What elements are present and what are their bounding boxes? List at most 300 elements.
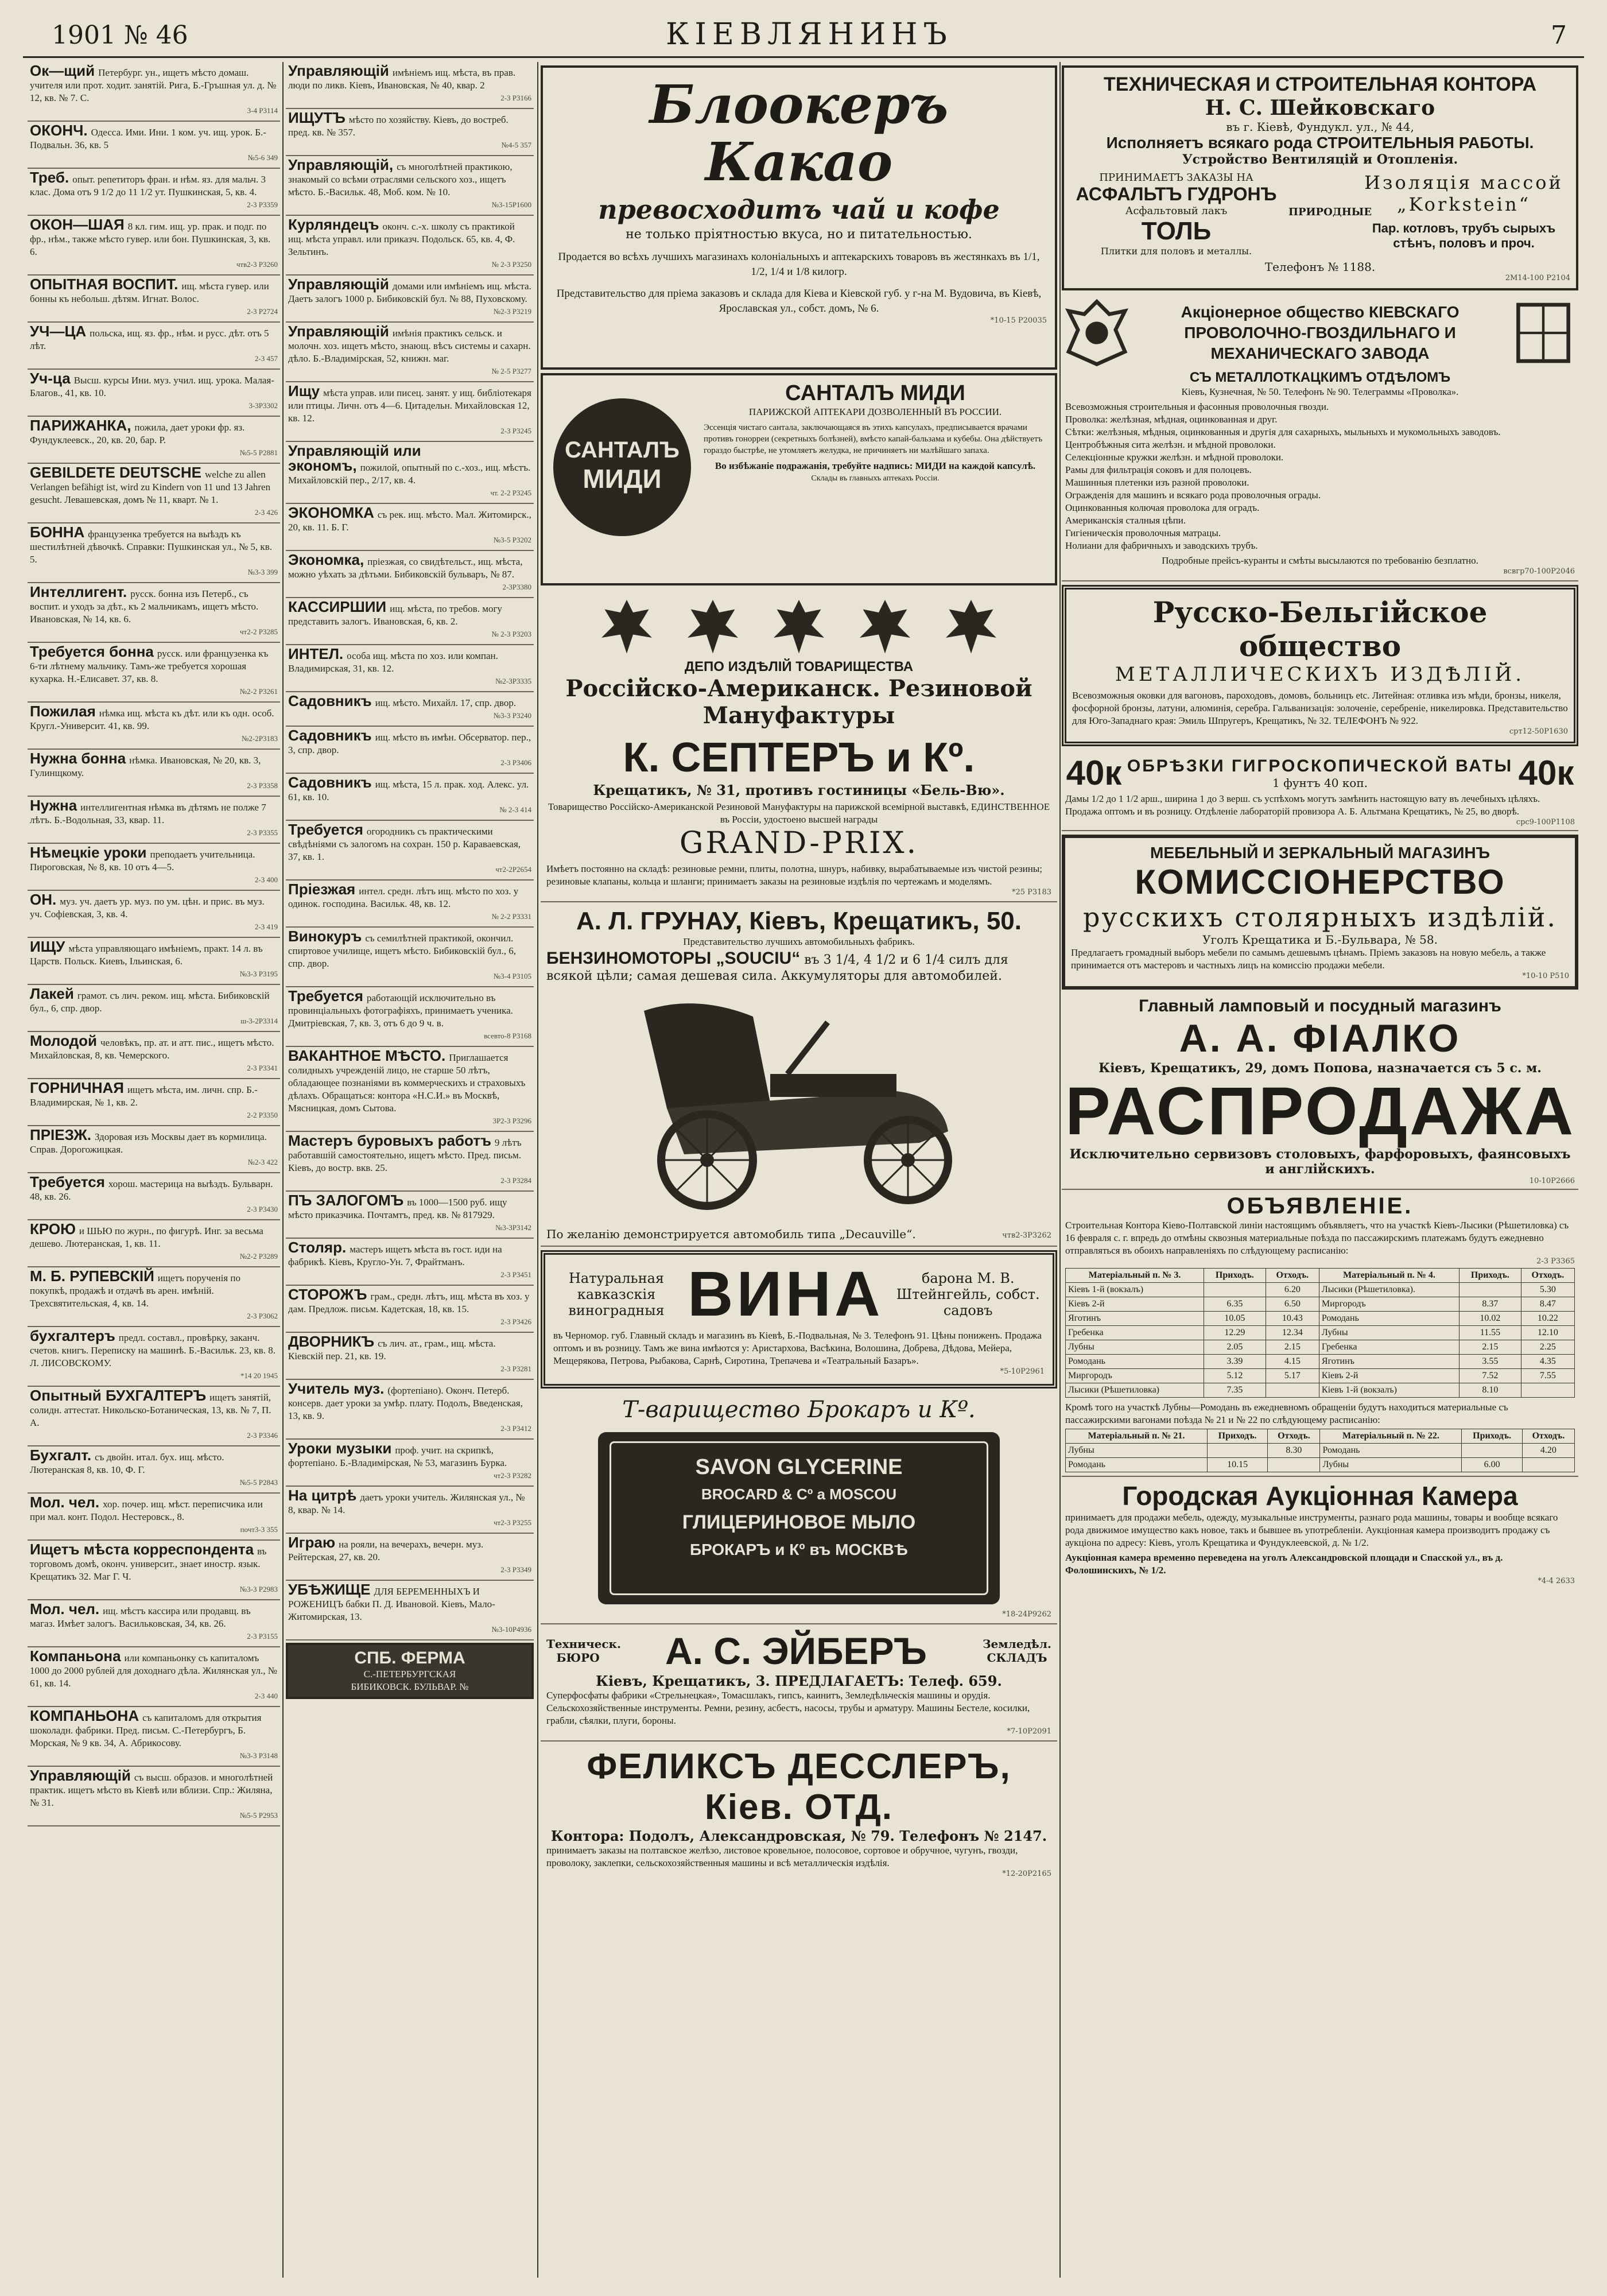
timetable-header-cell: Матеріальный п. № 21. xyxy=(1066,1429,1208,1444)
classified-heading: ОН. xyxy=(30,891,57,908)
factory-emblem-icon xyxy=(1065,298,1128,367)
classified-heading: Уроки музыки xyxy=(288,1440,392,1457)
timetable-header-cell: Матеріальный п. № 22. xyxy=(1320,1429,1462,1444)
classified-code: 2-3 Р3062 xyxy=(247,1312,278,1320)
wines-code: *5-10Р2961 xyxy=(1000,1367,1045,1376)
timetable-cell: 3.55 xyxy=(1460,1355,1521,1369)
cotton-wool-ad xyxy=(1062,750,1578,831)
wines-ad xyxy=(541,1250,1057,1389)
classified-heading: Требуется бонна xyxy=(30,643,154,660)
classified-text: пожила, дает уроки фр. яз. Фундуклеевск., 20, кв. 20, бар. Р. xyxy=(30,422,245,445)
page-number: 7 xyxy=(1551,21,1567,50)
classified-text: имѣніемъ ищ. мѣста, въ прав. люди по ликв. Кіевъ, Ивановская, № 40, квар. 2 xyxy=(288,67,516,91)
classifieds-column-1 xyxy=(28,62,280,2283)
classified-code: №3-3 Р3148 xyxy=(239,1751,278,1760)
classified-text: съ капиталомъ для открытия шоколадн. фабрики. Пред. письм. С.-Петербургъ, Б. Морская, № 9 кв. 34, А. Абрикосову. xyxy=(30,1712,262,1748)
timetable-cell: Кіевъ 2-й xyxy=(1319,1369,1459,1383)
classified-heading: Управляющій xyxy=(288,62,389,79)
santal-sold: Склады въ главныхъ аптекахъ Россіи. xyxy=(811,474,940,483)
classified-text: преподаетъ учительница. Пироговская, № 8, кв. 10 отъ 4—5. xyxy=(30,849,255,872)
construction-office-ad xyxy=(1062,65,1578,290)
classified-code: 2-3 Р3358 xyxy=(247,781,278,790)
benz-title: БЕНЗИНОМОТОРЫ „SOUCIU“ xyxy=(546,949,801,968)
farm-ad-line2: С.-ПЕТЕРБУРГСКАЯ xyxy=(363,1669,456,1680)
classified-text: съ высш. образов. и многолѣтней практик. ищетъ мѣсто въ Кіевѣ или вблизи. Спр.: Жиляна, № 31. xyxy=(30,1772,273,1808)
classified-code: 3-3Р3302 xyxy=(249,401,278,410)
wire-item: Селекціонные кружки желѣзн. и мѣдной проволоки. xyxy=(1065,452,1284,463)
classified-code: №2-3Р3335 xyxy=(495,677,531,685)
classifieds-column-2 xyxy=(286,62,534,2283)
rb-subtitle: МЕТАЛЛИЧЕСКИХЪ ИЗДѢЛІЙ. xyxy=(1115,663,1526,686)
grand-prix: GRAND-PRIX. xyxy=(679,826,919,860)
eagle-emblem-icon xyxy=(767,594,830,657)
timetable-3-4 xyxy=(1065,1268,1575,1398)
classified-heading: Мол. чел. xyxy=(30,1494,100,1511)
timetable-cell: Кіевъ 1-й (вокзалъ) xyxy=(1066,1283,1204,1297)
classified-code: 2-3 Р3406 xyxy=(500,758,531,767)
wire-item: Машинныя плетенки изъ разной проволоки. xyxy=(1065,477,1249,488)
classified-heading: Бухгалт. xyxy=(30,1446,92,1464)
classified-code: 2-3 Р3430 xyxy=(247,1205,278,1213)
classified-code: 2-3 Р2724 xyxy=(247,307,278,316)
classified-ad xyxy=(286,323,534,382)
eagle-emblem-icon xyxy=(853,594,917,657)
classified-ad xyxy=(28,1767,280,1826)
classified-text: предл. составл., провѣрку, заканч. счетов. книгъ. Переписку на машинѣ. Б.-Васильк. 23, кв. 8. Л. ЛИСОВСКОМУ. xyxy=(30,1332,275,1368)
timetable-row xyxy=(1066,1458,1575,1472)
classified-text: ДЛЯ БЕРЕМЕННЫХЪ И РОЖЕНИЦЪ бабки П. Д. Ивановой. Кіевъ, Мало-Житомирская, 13. xyxy=(288,1586,495,1622)
rubber-manufactory-ad xyxy=(541,589,1057,902)
timetable-cell: 12.34 xyxy=(1266,1326,1319,1340)
auction-title: Городская Аукціонная Камера xyxy=(1122,1481,1518,1511)
classified-code: №5-5 Р2843 xyxy=(239,1478,278,1487)
wire-factory-ad xyxy=(1062,294,1578,581)
dessler-code: *12-20Р2165 xyxy=(1002,1870,1051,1878)
timetable-cell xyxy=(1207,1444,1267,1458)
timetable-cell: Кіевъ 2-й xyxy=(1066,1297,1204,1312)
rb-title: Русско-Бельгійское общество xyxy=(1152,595,1488,663)
classified-ad xyxy=(28,1446,280,1494)
santal-text: Эссенція чистаго сантала, заключающаяся въ этихъ капсулахъ, предписывается врачами противъ гонорреи (секретныхъ болѣзней), вмѣсто капай-бальзама и кубебы. Она дѣйствуетъ гораздо быстрѣе, не утомляетъ желудка, не причиняетъ ни малѣйшаго запаха. xyxy=(704,423,1043,455)
classified-ad xyxy=(28,122,280,169)
timetable-cell: 10.15 xyxy=(1207,1458,1267,1472)
classified-code: №3-5 Р3202 xyxy=(493,536,531,544)
timetable-cell: 5.17 xyxy=(1266,1369,1319,1383)
classified-code: 2-3 419 xyxy=(254,922,278,931)
classified-ad xyxy=(286,276,534,323)
classified-heading: ОКОН—ШАЯ xyxy=(30,216,125,233)
timetable-row xyxy=(1066,1326,1575,1340)
timetable-cell: 12.10 xyxy=(1521,1326,1574,1340)
classified-text: въ торговомъ домѣ, оконч. университ., знает иностр. язык. Крещатикъ 32. Маг Г. Ч. xyxy=(30,1546,267,1582)
timetable-cell: Ромодань xyxy=(1319,1312,1459,1326)
classified-code: №2-2 Р3289 xyxy=(239,1252,278,1261)
display-ads-column-3 xyxy=(541,62,1057,2283)
rb-code: срт12-50Р1630 xyxy=(1509,727,1568,736)
classified-ad xyxy=(28,1220,280,1267)
wire-item: Огражденія для машинъ и всякаго рода проволочныя ограды. xyxy=(1065,490,1321,501)
mebel-big: КОМИССІОНЕРСТВО xyxy=(1135,863,1505,901)
tech-asphalt: АСФАЛЬТЪ ГУДРОНЪ xyxy=(1076,184,1277,204)
classified-code: 2-3 426 xyxy=(254,508,278,517)
classified-text: съ рек. ищ. мѣсто. Мал. Житомирск., 20, кв. 11. Б. Г. xyxy=(288,509,531,533)
timetable-cell: 12.29 xyxy=(1204,1326,1266,1340)
classified-ad xyxy=(286,1239,534,1286)
classified-heading: Интеллигент. xyxy=(30,583,127,600)
classified-text: пожилой, опытный по с.-хоз., ищ. мѣстъ. Михайловскій пер., 2/17, кв. 4. xyxy=(288,462,531,486)
tech-phone: Телефонъ № 1188. xyxy=(1264,260,1376,274)
classified-ad xyxy=(28,891,280,938)
classified-ad xyxy=(286,216,534,276)
classified-text: съ лич. ат., грам., ищ. мѣста. Кіевскій пер. 21, кв. 19. xyxy=(288,1338,496,1362)
classified-code: 2-3 Р3349 xyxy=(500,1565,531,1574)
classified-code: 2-3 Р3412 xyxy=(500,1424,531,1433)
classified-code: № 2-3 Р3203 xyxy=(491,630,531,638)
classified-heading: Треб. xyxy=(30,169,69,186)
classified-heading: Играю xyxy=(288,1534,336,1551)
classified-text: грам., средн. лѣтъ, ищ. мѣста въ хоз. у дам. Предлож. письм. Кадетская, 18, кв. 15. xyxy=(288,1291,530,1314)
timetable-cell xyxy=(1460,1283,1521,1297)
blooker-title: Блоокеръ Какао xyxy=(649,73,949,193)
timetable-cell: 6.50 xyxy=(1266,1297,1319,1312)
column-divider xyxy=(282,62,284,2278)
classified-ad xyxy=(28,464,280,523)
mebel-text: Предлагаетъ громадный выборъ мебели по самымъ дешевымъ цѣнамъ. Пріемъ заказовъ на новую мебель, а также принимается отъ мастеровъ и частныхъ лицъ на комиссію продажи мебели. xyxy=(1071,947,1546,971)
grunau-subtitle: Представительство лучшихъ автомобильныхъ фабрикъ. xyxy=(683,936,915,947)
fialko-ad xyxy=(1062,993,1578,1190)
mebel-subtitle: русскихъ столярныхъ издѣлій. xyxy=(1083,902,1557,933)
classified-ad xyxy=(286,1487,534,1534)
classified-code: чт2-2Р2654 xyxy=(495,865,531,874)
classified-text: Приглашается солидныхъ учрежденій лицо, не старше 50 лѣтъ, обладающее познаніями въ коммерческихъ и страховыхъ дѣлахъ. Обращаться: контора «Н.С.И.» въ Москвѣ, Мясницкая, домъ Сытова. xyxy=(288,1052,526,1114)
auction-text: принимаетъ для продажи мебель, одежду, музыкальные инструменты, разнаго рода машины, товары и вообще всякаго рода движимое имущество какъ новое, такъ и бывшее въ употребленіи. Аукціонная камера производитъ продажу съ аукціона по адресу: Кіевъ, уголъ Крещатика и Фундуклеевской, д. № 1/2. xyxy=(1065,1512,1558,1548)
classified-heading: ИЩУ xyxy=(30,938,65,955)
classified-heading: КАССИРШИИ xyxy=(288,598,387,615)
timetable-cell: Лубны xyxy=(1066,1340,1204,1355)
wines-left: Натуральная кавказскія виноградныя xyxy=(568,1270,665,1318)
classified-heading: ВАКАНТНОЕ МѢСТО. xyxy=(288,1047,446,1064)
classified-heading: ГОРНИЧНАЯ xyxy=(30,1079,124,1096)
classified-ad xyxy=(28,1126,280,1173)
soap-box-frame xyxy=(610,1441,988,1595)
soap-box-text-3: ГЛИЦЕРИНОВОЕ МЫЛО xyxy=(682,1511,916,1533)
classified-heading: БОННА xyxy=(30,523,85,541)
classified-text: ищ. мѣста, 15 л. прак. ход. Алекс. ул. 61, кв. 10. xyxy=(288,779,529,802)
timetable-row xyxy=(1066,1383,1575,1398)
classified-heading: ОКОНЧ. xyxy=(30,122,88,139)
tech-address: въ г. Кіевѣ, Фундукл. ул., № 44, xyxy=(1226,120,1414,134)
classified-heading: Нужна xyxy=(30,797,77,814)
wire-item: Нолиани для фабричныхъ и заводскихъ трубъ. xyxy=(1065,540,1258,551)
auction-note: Аукціонная камера временно переведена на уголъ Александровской площади и Спасской ул., въ д. Фолошинскихъ, № 1/2. xyxy=(1065,1552,1503,1576)
classified-code: №3-4 Р3105 xyxy=(493,972,531,980)
classified-heading: Управляющій xyxy=(30,1767,131,1784)
classified-ad xyxy=(286,504,534,551)
classified-heading: Пріезжая xyxy=(288,881,356,898)
factory-badge-icon xyxy=(1512,298,1575,367)
classified-text: даетъ уроки учитель. Жилянская ул., № 8, квар. № 14. xyxy=(288,1492,525,1515)
tech-isolation-details: Пар. котловъ, трубъ сырыхъ стѣнъ, половъ и проч. xyxy=(1372,221,1556,250)
wool-price-left: 40к xyxy=(1066,754,1122,792)
classified-text: ищетъ занятій, солидн. аттестат. Никольско-Ботаническая, 13, кв. № 7, П. А. xyxy=(30,1392,271,1428)
classified-heading: Управляющій xyxy=(288,323,389,340)
classified-code: 2-3 Р3451 xyxy=(500,1270,531,1279)
eagle-emblem-icon xyxy=(681,594,744,657)
classified-ad xyxy=(28,643,280,703)
classified-heading: Учитель муз. xyxy=(288,1380,385,1397)
eagle-emblems xyxy=(546,594,1051,657)
brokar-title: Т-варищество Брокаръ и Кº. xyxy=(622,1397,976,1423)
announcement-text: Строительная Контора Кіево-Полтавской линіи настоящимъ объявляетъ, что на участкѣ Кіевъ-Лысики (Рѣшетиловка) съ 16 февраля с. г. впредь до отмѣны сквозныя материальные поѣзда по пассажирскимъ платежамъ будутъ ежедневно отправляться въ обоихъ направленіяхъ по слѣдующему расписанію: xyxy=(1065,1220,1569,1256)
classified-text: или компаньонку съ капиталомъ 1000 до 2000 рублей для доходнаго дѣла. Жилянская ул., № 61, кв. 14. xyxy=(30,1653,277,1689)
tech-lacquer: Асфальтовый лакъ xyxy=(1125,205,1228,217)
classified-ad xyxy=(28,523,280,583)
eiber-ad xyxy=(541,1624,1057,1742)
classified-ad xyxy=(28,1387,280,1446)
tech-name: Н. С. Шейковскаго xyxy=(1205,96,1435,120)
wire-item: Гигіеническія проволочныя матрацы. xyxy=(1065,528,1221,538)
timetable-row xyxy=(1066,1297,1575,1312)
fialko-address: Кіевъ, Крещатикъ, 29, домъ Попова, назначается съ 5 с. м. xyxy=(1098,1061,1542,1076)
classified-text: Высш. курсы Ини. муз. учил. ищ. урока. Малая-Благов., 41, кв. 10. xyxy=(30,375,274,398)
classified-ad xyxy=(28,1541,280,1600)
classified-text: французенка требуется на выѣздъ къ шестилѣтней дѣвочкѣ. Справки: Пушкинская ул., № 5, кв. 5. xyxy=(30,529,272,565)
classified-heading: Ок—щий xyxy=(30,62,95,79)
classified-heading: М. Б. РУПЕВСКІЙ xyxy=(30,1267,154,1285)
classified-code: № 2-3 Р3250 xyxy=(491,260,531,269)
classified-code: 2-3Р3380 xyxy=(502,583,531,591)
classified-text: интел. средн. лѣтъ ищ. мѣсто по хоз. у одинок. господина. Васильк. 48, кв. 12. xyxy=(288,886,519,909)
timetable-header-cell: Приходъ. xyxy=(1460,1269,1521,1283)
wines-right: барона М. В. Штейнгейль, собст. садовъ xyxy=(896,1270,1040,1318)
blooker-text: Продается во всѣхъ лучшихъ магазинахъ колоніальныхъ и аптекарскихъ товаровъ въ жестянкахъ въ 1/1, 1/2, 1/4 и 1/8 килогр. xyxy=(558,251,1040,278)
classified-code: №5-5 Р2953 xyxy=(239,1811,278,1820)
classified-ad xyxy=(286,928,534,987)
timetable-header-cell: Отходъ. xyxy=(1521,1269,1574,1283)
timetable-header-cell: Отходъ. xyxy=(1266,1269,1319,1283)
farm-ad-line3: БИБИКОВСК. БУЛЬВАР. № xyxy=(351,1681,469,1692)
classified-text: мѣсто по хозяйству. Кіевъ, до востреб. пред. кв. № 357. xyxy=(288,114,509,138)
classified-code: №3-3 Р2983 xyxy=(239,1585,278,1593)
auction-ad xyxy=(1062,1477,1578,1589)
timetable-header-cell: Приходъ. xyxy=(1207,1429,1267,1444)
blooker-tagline: превосходитъ чай и кофе xyxy=(598,194,1000,225)
timetable-header-row xyxy=(1066,1429,1575,1444)
classified-heading: ЭКОНОМКА xyxy=(288,504,374,521)
header-rule xyxy=(23,56,1584,58)
classified-text: русск. бонна изъ Петерб., съ воспит. и уходъ за дѣт., къ 2 мальчикамъ, ищетъ мѣсто. Ивановская, № 14, кв. 6. xyxy=(30,588,259,625)
classified-heading: Нѣмецкіе уроки xyxy=(30,844,147,861)
announcement-title: ОБЪЯВЛЕНІЕ. xyxy=(1226,1193,1414,1219)
classified-code: 2-3 Р3281 xyxy=(500,1364,531,1373)
classified-code: №2-2Р3183 xyxy=(242,734,278,743)
classified-code: № 2-5 Р3277 xyxy=(491,367,531,375)
classified-heading: Требуется xyxy=(288,987,363,1004)
classified-ad xyxy=(286,1047,534,1132)
tech-natural: ПРИРОДНЫЕ xyxy=(1288,206,1372,218)
classified-text: (фортепіано). Оконч. Петерб. консерв. дает уроки за умѣр. плату. Подолъ, Введенская, 13, кв. 9. xyxy=(288,1385,523,1421)
timetable-cell xyxy=(1462,1444,1522,1458)
timetable-cell: 2.15 xyxy=(1266,1340,1319,1355)
mebel-code: *10-10 Р510 xyxy=(1522,972,1569,980)
classified-heading: Ищетъ мѣста корреспондента xyxy=(30,1541,254,1558)
eagle-emblem-icon xyxy=(940,594,1003,657)
timetable-cell: Ромодань xyxy=(1320,1444,1462,1458)
timetable-cell: Лысики (Рѣшетиловка) xyxy=(1066,1383,1204,1398)
wire-item: Сѣтки: желѣзныя, мѣдныя, оцинкованныя и другія для сахарныхъ, мыльныхъ и мукомольныхъ заводовъ. xyxy=(1065,426,1501,437)
classified-code: 2-3 440 xyxy=(254,1692,278,1700)
classified-text: работающій исключительно въ провинціальныхъ фотографіяхъ, принимаетъ ученика. Дмитріевская, 7, кв. 3, отъ 6 до 9 ч. в. xyxy=(288,992,513,1029)
timetable-cell: Миргородъ xyxy=(1319,1297,1459,1312)
timetable-header-cell: Матеріальный п. № 3. xyxy=(1066,1269,1204,1283)
wool-title: ОБРѢЗКИ ГИГРОСКОПИЧЕСКОЙ ВАТЫ xyxy=(1127,756,1513,775)
timetable-header-cell: Отходъ. xyxy=(1268,1429,1320,1444)
classified-code: №2-3 Р3219 xyxy=(493,307,531,316)
classified-heading: КРОЮ xyxy=(30,1220,76,1238)
classified-text: ищ. мѣстъ кассира или продавщ. въ магаз. Имѣет залогъ. Васильковская, 34, кв. 26. xyxy=(30,1605,251,1629)
classified-text: 9 лѣтъ работавшій самостоятельно, ищетъ мѣсто. Пред. письм. Кіевъ, до востр. вкв. 25. xyxy=(288,1137,522,1173)
classified-ad xyxy=(286,1440,534,1487)
classified-ad xyxy=(286,987,534,1047)
rasprodazha: РАСПРОДАЖА xyxy=(1065,1073,1576,1149)
classified-ad xyxy=(28,583,280,643)
brokar-soap-ad xyxy=(541,1392,1057,1624)
timetable-cell: Гребенка xyxy=(1066,1326,1204,1340)
septer-address: Крещатикъ, № 31, противъ гостиницы «Бель-Вю». xyxy=(593,782,1005,798)
dessler-title: ФЕЛИКСЪ ДЕССЛЕРЪ, Кіев. ОТД. xyxy=(587,1747,1011,1827)
display-ads-column-4 xyxy=(1062,62,1578,2283)
classified-ad xyxy=(28,216,280,276)
classified-heading: СТОРОЖЪ xyxy=(288,1286,367,1303)
timetable-cell: 4.15 xyxy=(1266,1355,1319,1369)
timetable-note: Кромѣ того на участкѣ Лубны—Ромодань въ ежедневномъ обращеніи будутъ находиться материальные съ пассажирскими вагонами поѣзда № 21 и № 22 по слѣдующему расписанію: xyxy=(1065,1402,1508,1425)
classified-heading: Ищу xyxy=(288,382,320,400)
classified-heading: бухгалтеръ xyxy=(30,1327,115,1344)
timetable-cell: Яготинъ xyxy=(1066,1312,1204,1326)
wire-address: Кіевъ, Кузнечная, № 50. Телефонъ № 90. Телеграммы «Проволка». xyxy=(1181,386,1459,397)
announcement-code: 2-3 Р3365 xyxy=(1536,1257,1575,1266)
timetable-cell: Лубны xyxy=(1066,1444,1208,1458)
classified-ad xyxy=(286,109,534,156)
classified-text: муз. уч. даетъ ур. муз. по ум. цѣн. и прис. въ муз. уч. Софіевская, 3, кв. 4. xyxy=(30,896,265,920)
mebel-address: Уголъ Крещатика и Б.-Бульвара, № 58. xyxy=(1202,933,1438,947)
timetable-cell: 3.39 xyxy=(1204,1355,1266,1369)
classified-ad xyxy=(286,1333,534,1380)
classified-text: Одесса. Ими. Ини. 1 ком. уч. ищ. урок. Б.-Подвальн. 36, кв. 5 xyxy=(30,127,266,150)
rb-text: Всевозможныя оковки для вагоновъ, пароходовъ, домовъ, больницъ etc. Литейная: отливка изъ мѣди, бронзы, никеля, фосфорной бронзы, латуни, алюминія, серебра. Гальванизація: золоченіе, серебреніе, никелировка. Представительство для Юго-Западнаго края: Эмиль Шпругеръ, Крещатикъ, № 32. ТЕЛЕФОНЪ № 922. xyxy=(1072,690,1568,726)
wire-item: Рамы для фильтрація соковъ и для полоцевъ. xyxy=(1065,464,1252,475)
classified-heading: ИЩУТЪ xyxy=(288,109,346,126)
timetable-row xyxy=(1066,1355,1575,1369)
timetable-row xyxy=(1066,1444,1575,1458)
timetable-cell: 11.55 xyxy=(1460,1326,1521,1340)
fialko-subtitle: Исключительно сервизовъ столовыхъ, фарфоровыхъ, фаянсовыхъ и англійскихъ. xyxy=(1069,1147,1571,1177)
timetable-cell: 2.05 xyxy=(1204,1340,1266,1355)
newspaper-title: КІЕВЛЯНИНЪ xyxy=(666,17,953,52)
classified-heading: УБѢЖИЩЕ xyxy=(288,1581,371,1598)
timetable-cell: Лысики (Рѣшетиловка). xyxy=(1319,1283,1459,1297)
classified-ad xyxy=(286,598,534,645)
tech-tiles: Плитки для половъ и металлы. xyxy=(1100,246,1252,257)
wire-items-list xyxy=(1065,401,1575,552)
classified-text: мастеръ ищетъ мѣста въ гост. иди на фабрикѣ. Кіевъ, Кругло-Ун. 7, Фрайтманъ. xyxy=(288,1244,502,1267)
classified-code: ш-3-2Р3314 xyxy=(240,1017,278,1025)
classified-text: домами или имѣніемъ ищ. мѣста. Даетъ залогъ 1000 р. Бибиковскій бул. № 88, Пуховскому. xyxy=(288,281,531,304)
wire-title: Акціонерное общество КІЕВСКАГО ПРОВОЛОЧНО-ГВОЗДИЛЬНАГО И МЕХАНИЧЕСКАГО ЗАВОДА xyxy=(1181,303,1460,362)
timetable-row xyxy=(1066,1312,1575,1326)
timetable-cell: 4.35 xyxy=(1521,1355,1574,1369)
classified-code: №3-15Р1600 xyxy=(491,200,531,209)
classified-code: 2-3 Р3245 xyxy=(500,426,531,435)
rar-title: Россійско-Американск. Резиновой Мануфактуры xyxy=(565,675,1032,729)
classified-ad xyxy=(286,774,534,821)
classified-heading: Управляющій xyxy=(288,276,389,293)
car-code: чтв2-3Р3262 xyxy=(1002,1231,1051,1240)
timetable-cell: 8.30 xyxy=(1268,1444,1320,1458)
classified-text: Петербург. ун., ищетъ мѣсто домаш. учителя или прот. ходит. занятій. Рига, Б.-Гръшная ул. д. № 12, кв. № 7. С. xyxy=(30,67,277,103)
classified-ad xyxy=(286,692,534,727)
classified-code: 2-3 Р3359 xyxy=(247,200,278,209)
soap-box-text-4: БРОКАРЪ и Кº въ МОСКВѢ xyxy=(689,1541,909,1558)
soap-box-text-1: SAVON GLYCERINE xyxy=(695,1455,903,1479)
classified-heading: ИНТЕЛ. xyxy=(288,645,344,662)
classified-code: №3-3 Р3240 xyxy=(493,711,531,720)
classified-text: проф. учит. на скрипкѣ, фортепіано. Б.-Владимірская, № 53, магазинъ Бурка. xyxy=(288,1445,507,1468)
classified-text: опыт. репетиторъ фран. и нѣм. яз. для мальч. 3 клас. Дома отъ 9 1/2 до 11 1/2 ут. Пушкинская, 5, кв. 4. xyxy=(30,174,266,197)
classified-text: оконч. с.-х. школу съ практикой ищ. мѣста управл. или приказч. Подольск. 65, кв. 4, Ф. Зельтинъ. xyxy=(288,221,515,257)
santal-subtitle: ПАРИЖСКОЙ АПТЕКАРИ ДОЗВОЛЕННЫЙ ВЪ РОССИИ. xyxy=(748,406,1002,417)
santal-title: САНТАЛЪ МИДИ xyxy=(785,381,965,405)
dessler-ad xyxy=(541,1742,1057,1883)
blooker-representative: Представительство для пріема заказовъ и склада для Кіева и Кіевской губ. у г-на М. Вудовича, въ Кіевѣ, Ярославская ул., собст. домъ, № 6. xyxy=(556,288,1042,315)
wire-item: Оцинкованныя колючая проволока для оградъ. xyxy=(1065,502,1260,513)
classified-text: польска, ищ. яз. фр., нѣм. и русс. дѣт. отъ 5 лѣт. xyxy=(30,328,269,351)
timetable-row xyxy=(1066,1283,1575,1297)
classified-heading: Садовникъ xyxy=(288,774,372,791)
classified-ad xyxy=(286,1286,534,1333)
eiber-left: Техническ. БЮРО xyxy=(546,1637,621,1665)
eiber-right: Земледѣл. СКЛАДЪ xyxy=(983,1637,1051,1665)
classified-code: почт3-3 355 xyxy=(240,1525,278,1534)
soap-box-text-2: BROCARD & Cº a MOSCOU xyxy=(701,1486,897,1503)
timetable-21-22 xyxy=(1065,1429,1575,1472)
classified-code: всевто-8 Р3168 xyxy=(484,1031,531,1040)
benz-text: въ 3 1/4, 4 1/2 и 6 1/4 силъ для всякой цѣли; самая дешевая сила. Аккумуляторы для автомобилей. xyxy=(546,953,1008,983)
classified-ad xyxy=(286,442,534,504)
wines-text: въ Черномор. губ. Главный складъ и магазинъ въ Кіевѣ, Б.-Подвальная, № 3. Телефонъ 91. Цѣны пониженъ. Продажа оптомъ и въ розницу. Тамъ же вина имѣются у: Аристархова, Васѣкина, Волошина, Добрева, Дѣдова, Мейера, Мещерякова, Петрова, Рыбакова, Сарнѣ, Сиротина, Трепачева и «Театральный Базаръ». xyxy=(553,1330,1042,1366)
classified-ad xyxy=(28,1600,280,1647)
timetable-cell xyxy=(1521,1383,1574,1398)
classified-ad xyxy=(28,844,280,891)
septer-text: Товарищество Россійско-Американской Резиновой Мануфактуры на парижской всемірной выставкѣ, ЕДИНСТВЕННОЕ въ Россіи, удостоено высшей награды xyxy=(548,801,1050,825)
classified-text: имѣнія практикъ сельск. и молочн. хоз. ищетъ мѣсто, знающ. вѣсъ системы и сахарн. дѣло. Б.-Владимірская, 52, книжн. маг. xyxy=(288,328,531,364)
classified-text: welche zu allen Verlangen befähigt ist, wird zu Kindern von 11 und 13 Jahren gesucht. Левашевская, домъ № 11, кварт. № 1. xyxy=(30,469,271,505)
brokar-code: *18-24Р9262 xyxy=(1002,1610,1051,1619)
timetable-cell: 10.05 xyxy=(1204,1312,1266,1326)
santal-warning: Во избѣжаніе подражанія, требуйте надпись: МИДИ на каждой капсулѣ. xyxy=(715,460,1036,471)
decauville-automobile-illustration xyxy=(598,988,1000,1212)
classified-ad xyxy=(286,1192,534,1239)
classified-ad xyxy=(28,938,280,985)
classified-ad xyxy=(28,1173,280,1220)
classified-code: 2-3 Р3155 xyxy=(247,1632,278,1640)
farm-ad xyxy=(286,1643,534,1699)
tech-code: 2М14-100 Р2104 xyxy=(1505,274,1570,282)
classified-heading: Уч-ца xyxy=(30,370,71,387)
classified-code: № 2-2 Р3331 xyxy=(491,912,531,921)
timetable-cell xyxy=(1266,1383,1319,1398)
classified-code: 2-3 Р3346 xyxy=(247,1431,278,1440)
